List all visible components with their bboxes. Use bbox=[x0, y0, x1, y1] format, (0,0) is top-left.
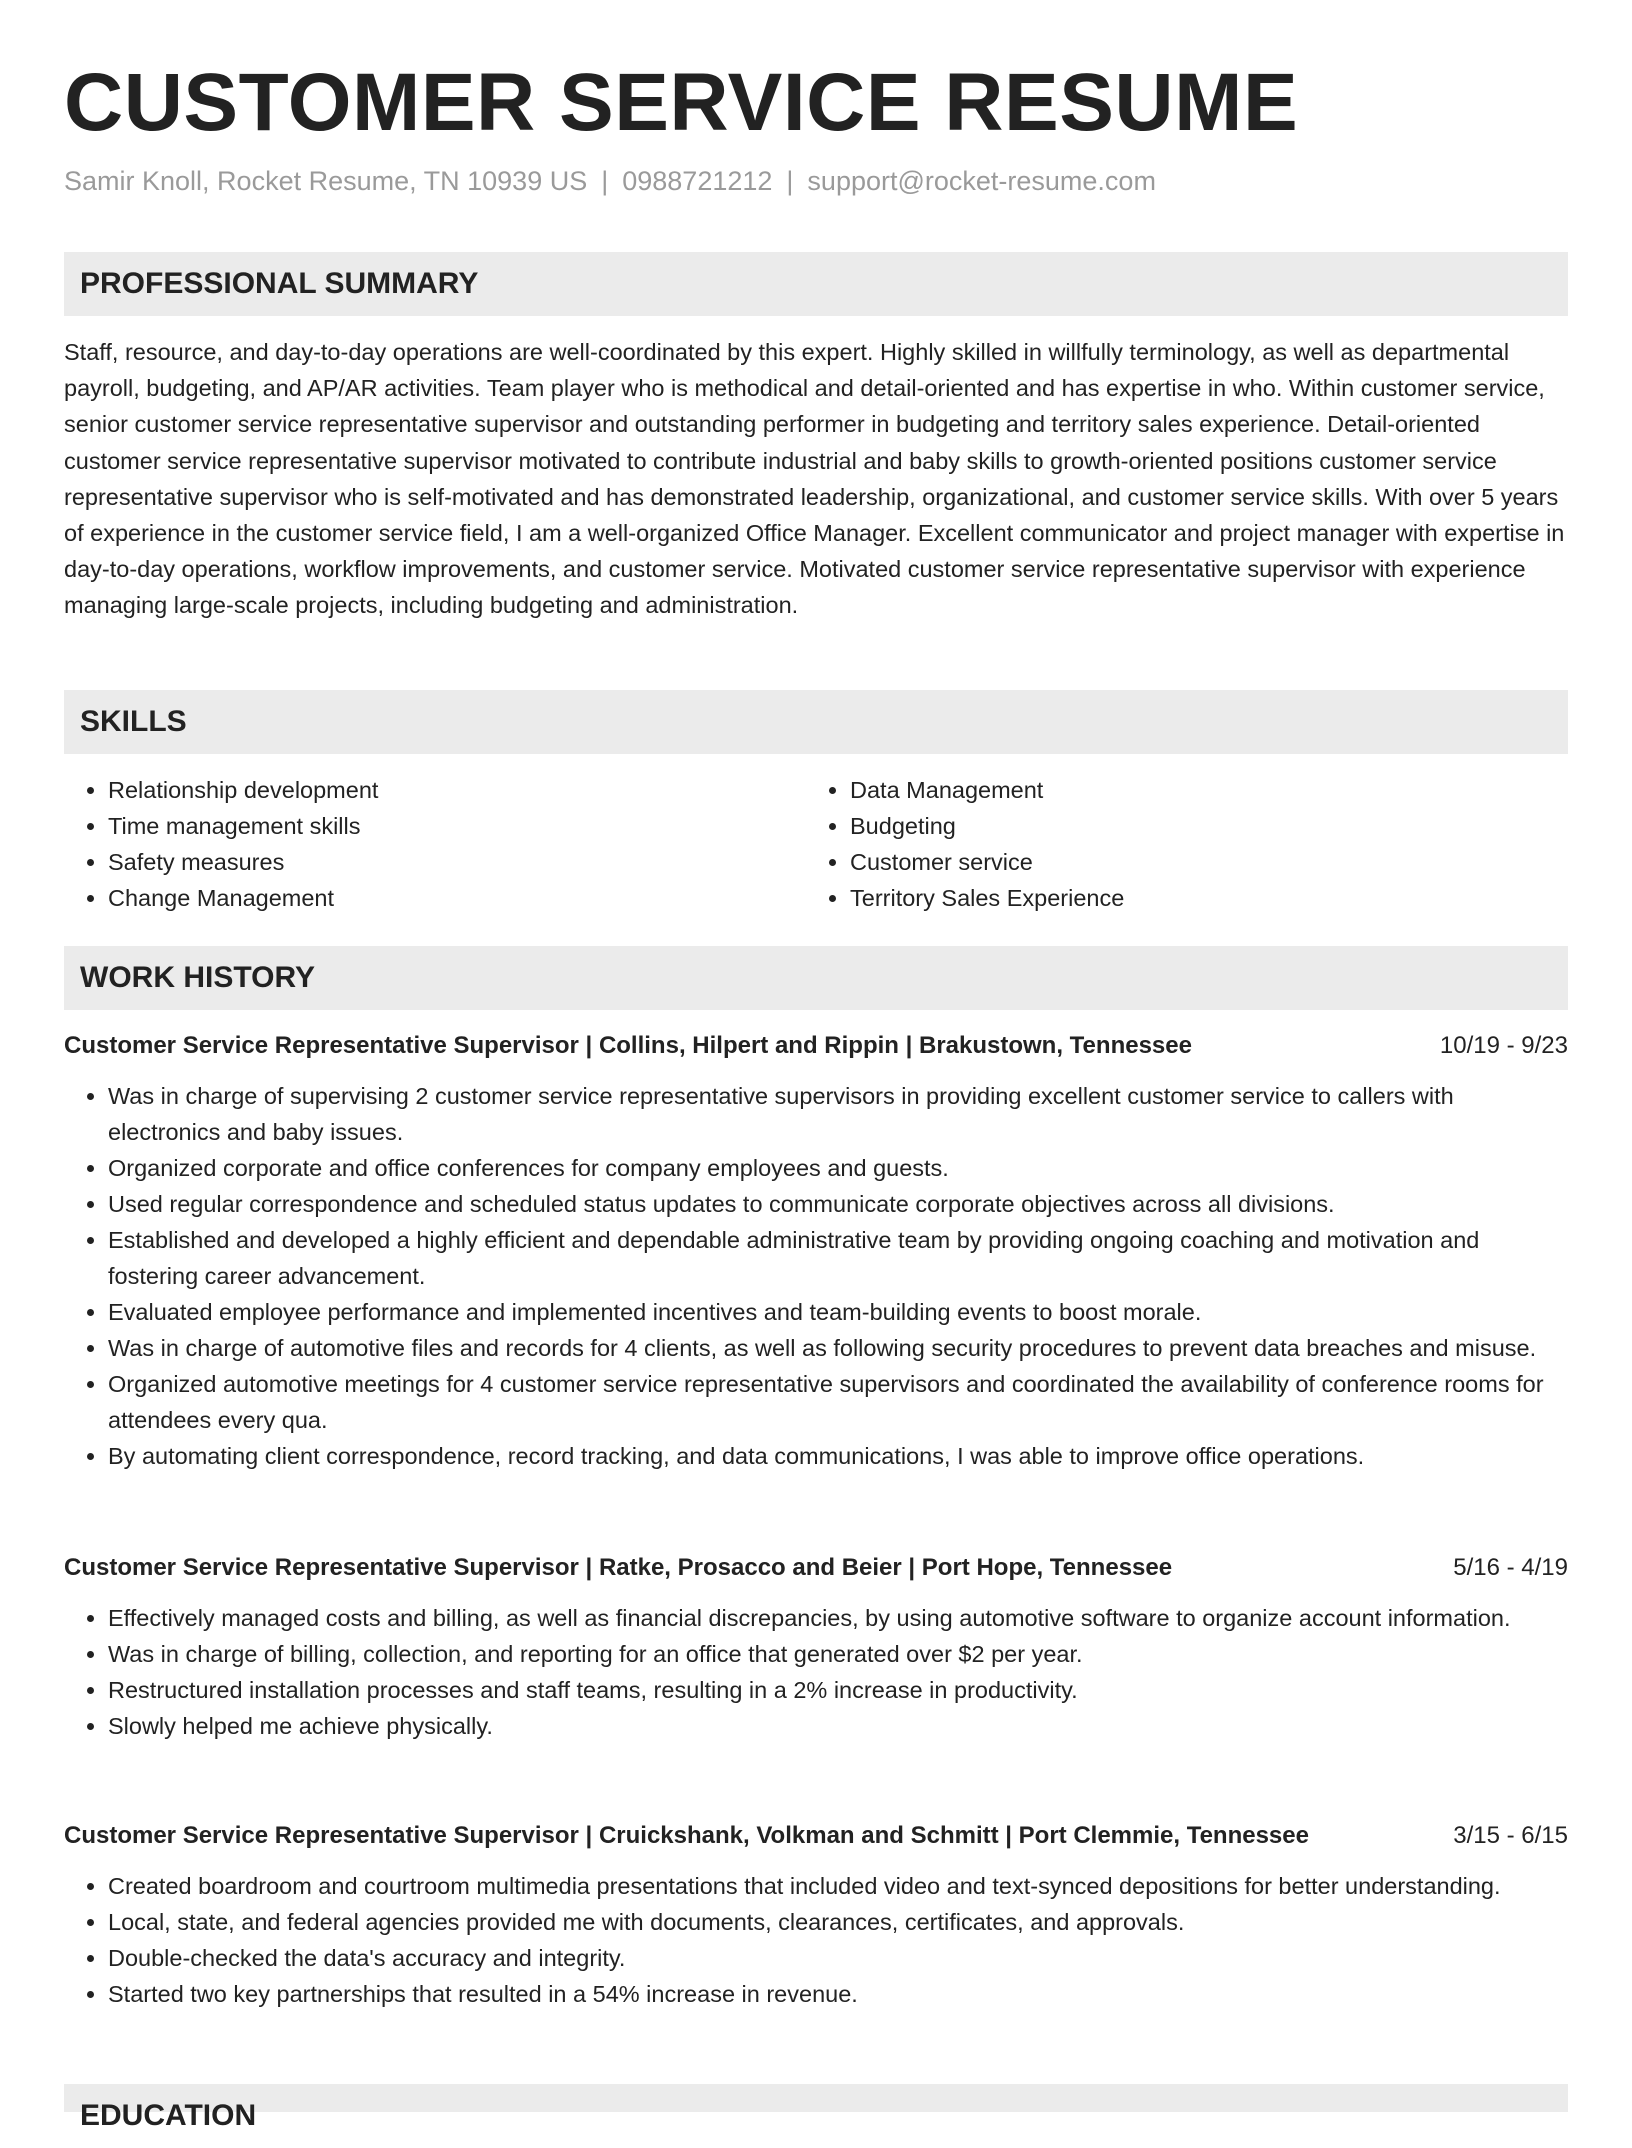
skill-item: • Safety measures bbox=[108, 844, 806, 880]
job-bullets bbox=[64, 1078, 1568, 1474]
skill-item: • Relationship development bbox=[108, 772, 806, 808]
skill-item: • Budgeting bbox=[850, 808, 1548, 844]
skill-item: • Customer service bbox=[850, 844, 1548, 880]
section-header-education: EDUCATION bbox=[64, 2084, 1568, 2112]
contact-address: Samir Knoll, Rocket Resume, TN 10939 US bbox=[64, 166, 588, 196]
contact-phone: 0988721212 bbox=[622, 166, 773, 196]
job-dates: 10/19 - 9/23 bbox=[1439, 1032, 1568, 1059]
job-bullet: • Was in charge of billing, collection, and reporting for an office that generated over $2 per year. bbox=[108, 1636, 1568, 1672]
skill-item: • Data Management bbox=[850, 772, 1548, 808]
job-header bbox=[64, 1550, 1568, 1586]
skill-item: • Territory Sales Experience bbox=[850, 880, 1548, 916]
job-header bbox=[64, 1818, 1568, 1854]
skill-item: • Change Management bbox=[108, 880, 806, 916]
job-title: Customer Service Representative Supervisor | Collins, Hilpert and Rippin | Brakustown, Tennessee bbox=[64, 1032, 1192, 1059]
contact-line bbox=[64, 166, 1156, 197]
job-entry bbox=[64, 1818, 1568, 2012]
job-bullet: • Was in charge of automotive files and records for 4 clients, as well as following security procedures to prevent data breaches and misuse. bbox=[108, 1330, 1568, 1366]
job-header bbox=[64, 1028, 1568, 1064]
job-dates: 3/15 - 6/15 bbox=[1453, 1822, 1568, 1849]
job-entry bbox=[64, 1028, 1568, 1474]
skills-column-right bbox=[806, 772, 1548, 916]
job-bullet: • Created boardroom and courtroom multimedia presentations that included video and text-synced depositions for better understanding. bbox=[108, 1868, 1568, 1904]
section-header-skills: SKILLS bbox=[64, 690, 1568, 754]
job-title: Customer Service Representative Supervisor | Cruickshank, Volkman and Schmitt | Port Clemmie, Tennessee bbox=[64, 1822, 1309, 1849]
job-bullet: • Used regular correspondence and scheduled status updates to communicate corporate objectives across all divisions. bbox=[108, 1186, 1568, 1222]
job-bullets bbox=[64, 1600, 1568, 1744]
contact-separator: | bbox=[786, 166, 794, 196]
resume-title: CUSTOMER SERVICE RESUME bbox=[64, 57, 1299, 148]
job-bullet: • Evaluated employee performance and implemented incentives and team-building events to boost morale. bbox=[108, 1294, 1568, 1330]
job-bullet: • Established and developed a highly efficient and dependable administrative team by providing ongoing coaching and motivation and fostering career advancement. bbox=[108, 1222, 1568, 1294]
job-bullet: • Organized automotive meetings for 4 customer service representative supervisors and coordinated the availability of conference rooms for attendees every qua. bbox=[108, 1366, 1568, 1438]
job-bullet: • Double-checked the data's accuracy and integrity. bbox=[108, 1940, 1568, 1976]
skills-column-left bbox=[64, 772, 806, 916]
contact-separator: | bbox=[601, 166, 609, 196]
job-bullet: • Restructured installation processes and staff teams, resulting in a 2% increase in productivity. bbox=[108, 1672, 1568, 1708]
job-bullet: • Local, state, and federal agencies provided me with documents, clearances, certificates, and approvals. bbox=[108, 1904, 1568, 1940]
job-bullets bbox=[64, 1868, 1568, 2012]
summary-text: Staff, resource, and day-to-day operations are well-coordinated by this expert. Highly skilled in willfully terminology, as well as departmental payroll, budgeting, and AP/AR activities. Team player who is methodical and detail-oriented and has expertise in who. Within customer service, senior customer service representative supervisor and outstanding performer in budgeting and territory sales experience. Detail-oriented customer service representative supervisor motivated to contribute industrial and baby skills to growth-oriented positions customer service representative supervisor who is self-motivated and has demonstrated leadership, organizational, and customer service skills. With over 5 years of experience in the customer service field, I am a well-organized Office Manager. Excellent communicator and project manager with expertise in day-to-day operations, workflow improvements, and customer service. Motivated customer service representative supervisor with experience managing large-scale projects, including budgeting and administration. bbox=[64, 339, 1565, 619]
job-bullet: • Started two key partnerships that resulted in a 54% increase in revenue. bbox=[108, 1976, 1568, 2012]
contact-email: support@rocket-resume.com bbox=[807, 166, 1156, 196]
job-entry bbox=[64, 1550, 1568, 1744]
job-bullet: • Was in charge of supervising 2 customer service representative supervisors in providing excellent customer service to callers with electronics and baby issues. bbox=[108, 1078, 1568, 1150]
job-bullet: • By automating client correspondence, record tracking, and data communications, I was able to improve office operations. bbox=[108, 1438, 1568, 1474]
section-header-work: WORK HISTORY bbox=[64, 946, 1568, 1010]
section-header-summary: PROFESSIONAL SUMMARY bbox=[64, 252, 1568, 316]
job-bullet: • Effectively managed costs and billing, as well as financial discrepancies, by using automotive software to organize account information. bbox=[108, 1600, 1568, 1636]
job-title: Customer Service Representative Supervisor | Ratke, Prosacco and Beier | Port Hope, Tennessee bbox=[64, 1554, 1173, 1581]
job-bullet: • Slowly helped me achieve physically. bbox=[108, 1708, 1568, 1744]
skill-item: • Time management skills bbox=[108, 808, 806, 844]
job-bullet: • Organized corporate and office conferences for company employees and guests. bbox=[108, 1150, 1568, 1186]
skills-list bbox=[64, 772, 1568, 916]
job-dates: 5/16 - 4/19 bbox=[1453, 1554, 1568, 1581]
